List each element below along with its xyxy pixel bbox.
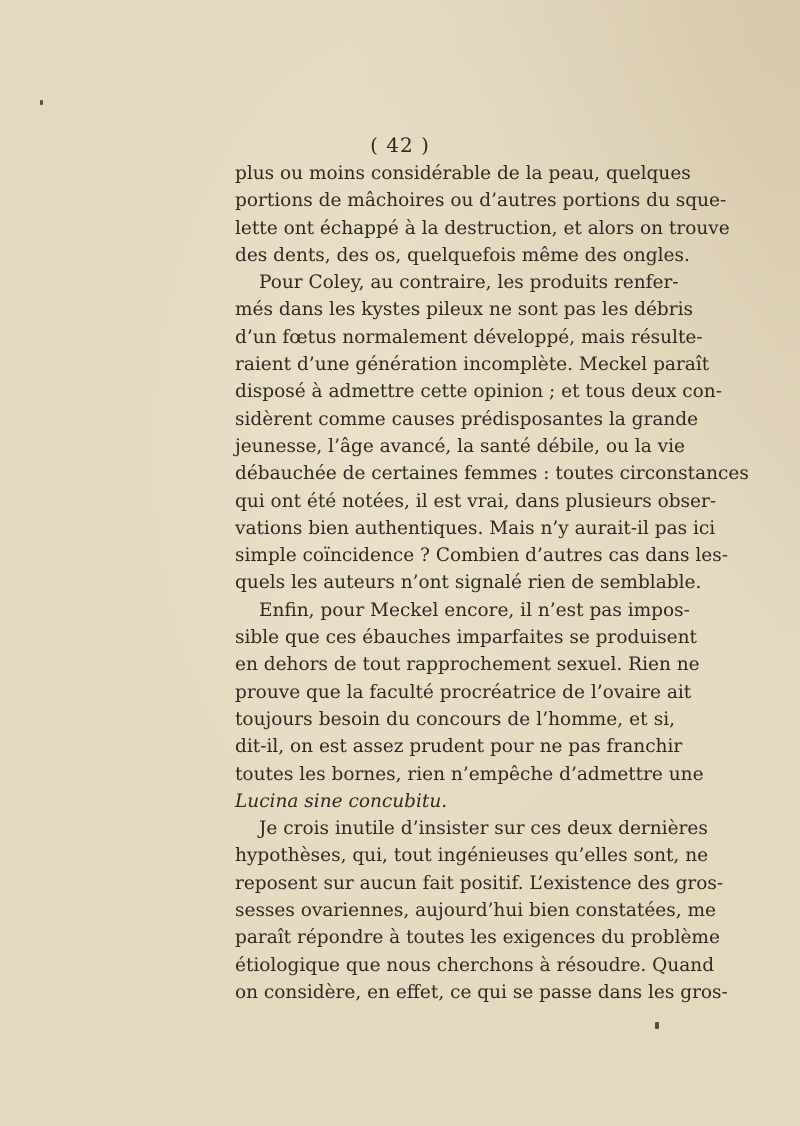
text-line: prouve que la faculté procréatrice de l’ovaire ait [235, 681, 692, 703]
page-number: ( 42 ) [370, 133, 430, 157]
text-line: quels les auteurs n’ont signalé rien de semblable. [235, 572, 702, 594]
text-line: hypothèses, qui, tout ingénieuses qu’elles sont, ne [235, 845, 709, 867]
ink-speck [40, 100, 43, 105]
text-line: disposé à admettre cette opinion ; et tous deux con- [235, 381, 722, 403]
text-line: portions de mâchoires ou d’autres portions du sque- [235, 190, 727, 212]
text-line: simple coïncidence ? Combien d’autres cas dans les- [235, 545, 728, 567]
text-line: étiologique que nous cherchons à résoudre. Quand [235, 954, 715, 976]
paragraph-start-line: Enfin, pour Meckel encore, il n’est pas impos- [259, 599, 690, 621]
body-text [235, 160, 749, 1006]
text-line: paraît répondre à toutes les exigences du problème [235, 927, 720, 949]
paragraph-start-line: Pour Coley, au contraire, les produits renfer- [259, 272, 679, 294]
text-line: vations bien authentiques. Mais n’y aurait-il pas ici [235, 517, 716, 539]
text-line: plus ou moins considérable de la peau, quelques [235, 163, 691, 184]
paragraph-start-line: Je crois inutile d’insister sur ces deux dernières [259, 818, 708, 840]
text-line: des dents, des os, quelquefois même des ongles. [235, 244, 690, 266]
text-line: débauchée de certaines femmes : toutes circonstances [235, 463, 749, 485]
text-line: on considère, en effet, ce qui se passe dans les gros- [235, 981, 728, 1003]
ink-speck [655, 1022, 659, 1029]
text-line: en dehors de tout rapprochement sexuel. Rien ne [235, 654, 700, 676]
text-line: sesses ovariennes, aujourd’hui bien constatées, me [235, 900, 716, 922]
text-line: qui ont été notées, il est vrai, dans plusieurs obser- [235, 490, 717, 512]
text-line: toujours besoin du concours de l’homme, et si, [235, 708, 675, 730]
text-line: lette ont échappé à la destruction, et alors on trouve [235, 217, 730, 239]
text-line: sidèrent comme causes prédisposantes la grande [235, 408, 699, 430]
text-line: raient d’une génération incomplète. Meckel paraît [235, 354, 710, 376]
latin-phrase: Lucina sine concubitu. [235, 790, 448, 812]
text-line: d’un fœtus normalement développé, mais résulte- [235, 326, 703, 348]
text-line: sible que ces ébauches imparfaites se produisent [235, 627, 697, 649]
text-line: més dans les kystes pileux ne sont pas les débris [235, 299, 694, 321]
text-line: toutes les bornes, rien n’empêche d’admettre une [235, 763, 704, 785]
text-line: reposent sur aucun fait positif. L’existence des gros- [235, 872, 724, 894]
text-line: dit-il, on est assez prudent pour ne pas franchir [235, 736, 683, 758]
text-line: jeunesse, l’âge avancé, la santé débile, ou la vie [235, 435, 685, 457]
latin-phrase-line [235, 788, 675, 815]
